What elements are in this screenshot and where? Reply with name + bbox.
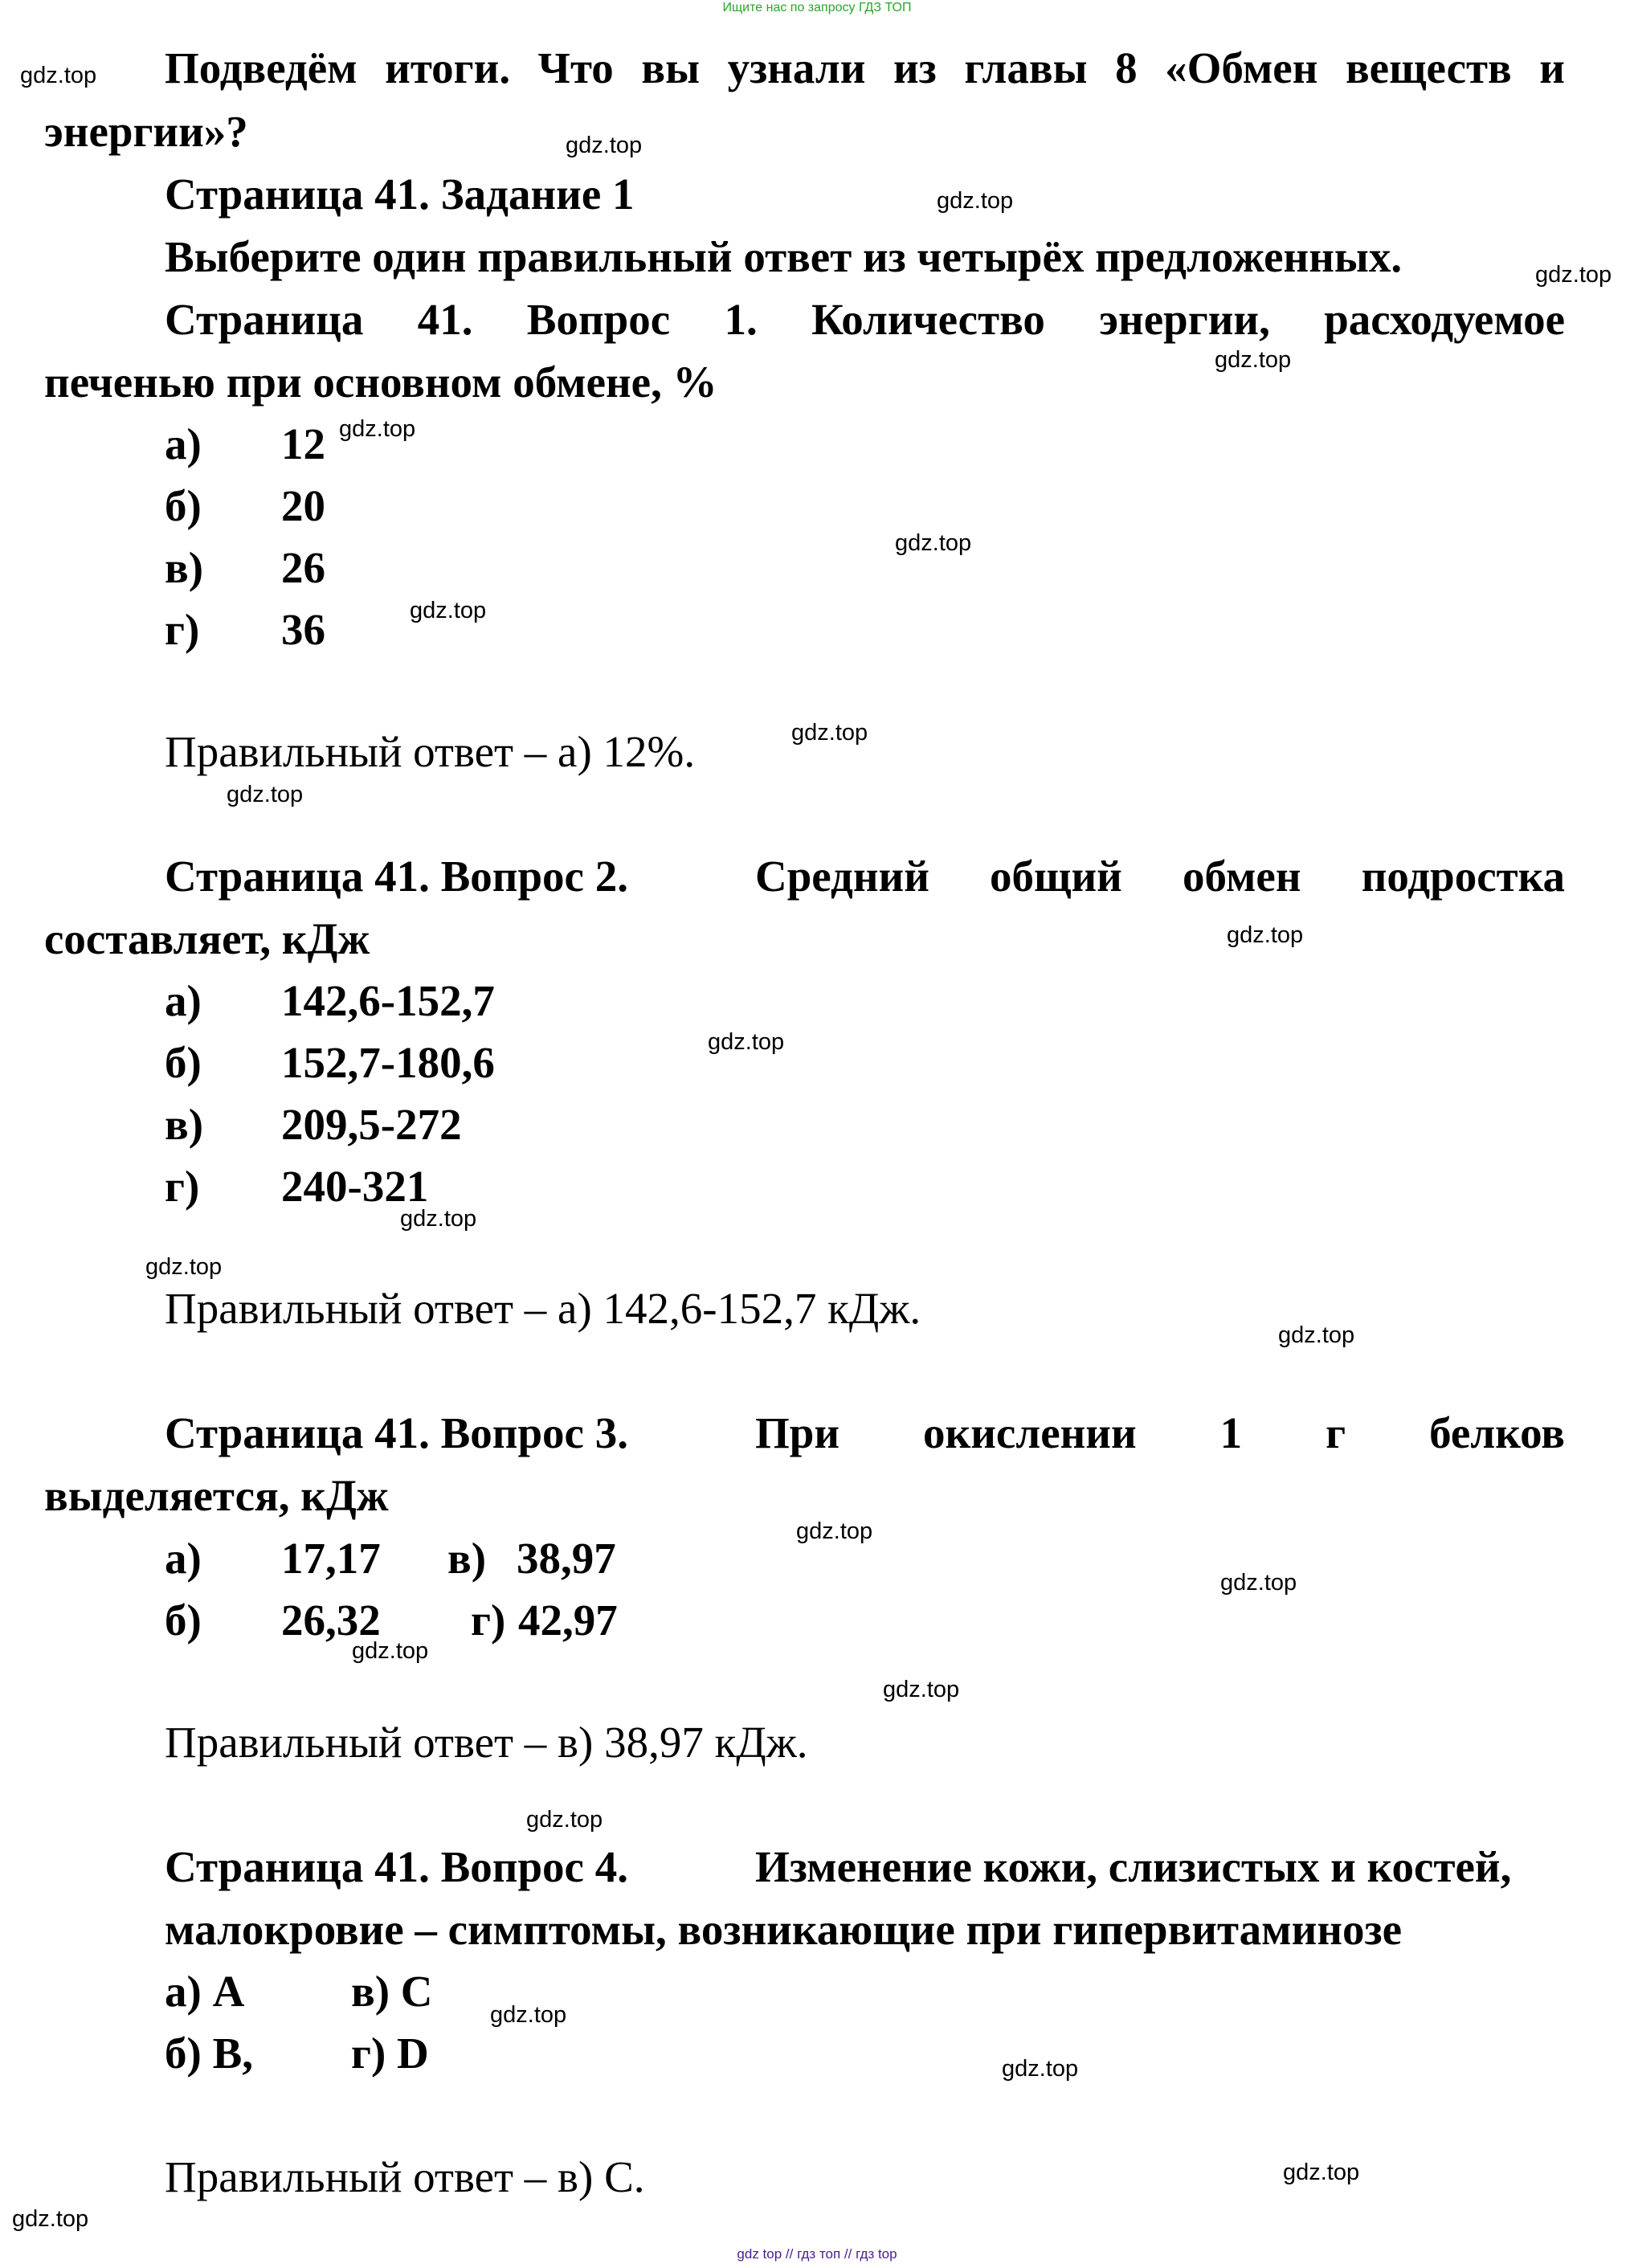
header-search-note: Ищите нас по запросу ГДЗ ТОП — [722, 1, 912, 14]
q4-text-line-2: малокровие – симптомы, возникающие при гипервитаминозе — [165, 1905, 1403, 1954]
watermark: gdz.top — [227, 782, 304, 807]
q4-text-line-1: Изменение кожи, слизистых и костей, — [755, 1842, 1512, 1891]
watermark: gdz.top — [566, 133, 643, 158]
q1-option-value: 20 — [281, 481, 325, 530]
q2-option-letter: в) — [165, 1100, 204, 1149]
watermark: gdz.top — [145, 1254, 223, 1280]
q2-text-line-2: составляет, кДж — [44, 914, 370, 963]
watermark: gdz.top — [400, 1206, 477, 1232]
q1-option-value: 12 — [281, 419, 325, 468]
q3-option-letter: г) — [471, 1596, 506, 1645]
watermark: gdz.top — [883, 1677, 960, 1702]
watermark: gdz.top — [937, 188, 1014, 214]
q2-option-value: 209,5-272 — [281, 1100, 462, 1149]
q3-text-line-2: выделяется, кДж — [44, 1471, 389, 1520]
watermark: gdz.top — [526, 1807, 603, 1833]
watermark: gdz.top — [339, 416, 416, 442]
watermark: gdz.top — [791, 720, 868, 746]
q4-correct-answer: Правильный ответ – в) С. — [165, 2152, 645, 2201]
watermark: gdz.top — [796, 1518, 873, 1544]
task-title: Страница 41. Задание 1 — [165, 170, 635, 219]
q4-option: в) С — [351, 1967, 433, 2016]
q1-text-line-1: Страница 41. Вопрос 1. Количество энергии, расходуемое — [165, 295, 1565, 344]
q2-option-value: 240-321 — [281, 1162, 429, 1211]
q3-option-value: 26,32 — [281, 1596, 381, 1645]
q2-option-value: 142,6-152,7 — [281, 976, 495, 1025]
q3-option-letter: а) — [165, 1534, 202, 1583]
q4-heading: Страница 41. Вопрос 4. — [165, 1842, 628, 1891]
watermark: gdz.top — [1283, 2160, 1360, 2185]
q2-option-letter: б) — [165, 1038, 202, 1087]
q1-option-letter: б) — [165, 481, 202, 530]
watermark: gdz.top — [1215, 347, 1292, 373]
watermark: gdz.top — [490, 2002, 567, 2028]
q3-option-letter: в) — [447, 1534, 487, 1583]
q4-option: г) D — [351, 2029, 429, 2078]
q2-heading: Страница 41. Вопрос 2. — [165, 852, 628, 901]
q1-correct-answer: Правильный ответ – а) 12%. — [165, 727, 696, 776]
q4-option: а) А — [165, 1967, 245, 2016]
q1-option-letter: г) — [165, 605, 200, 654]
q3-correct-answer: Правильный ответ – в) 38,97 кДж. — [165, 1718, 808, 1767]
watermark: gdz.top — [352, 1638, 429, 1664]
q4-option: б) В, — [165, 2029, 253, 2078]
q3-option-value: 42,97 — [518, 1596, 618, 1645]
q1-option-value: 26 — [281, 543, 325, 592]
q3-text-line-1: При окислении 1 г белков — [755, 1408, 1565, 1457]
watermark: gdz.top — [20, 63, 97, 88]
q1-text-line-2: печенью при основном обмене, % — [44, 358, 717, 407]
watermark: gdz.top — [1220, 1570, 1297, 1596]
summary-line-1: Подведём итоги. Что вы узнали из главы 8 «Обмен веществ и — [165, 43, 1565, 92]
q2-option-value: 152,7-180,6 — [281, 1038, 495, 1087]
footer-note: gdz top // гдз топ // гдз top — [737, 2246, 897, 2262]
q2-correct-answer: Правильный ответ – а) 142,6-152,7 кДж. — [165, 1284, 921, 1333]
watermark: gdz.top — [410, 598, 487, 623]
summary-line-2: энергии»? — [44, 107, 248, 156]
watermark: gdz.top — [895, 530, 972, 556]
watermark: gdz.top — [1535, 262, 1612, 288]
q2-text-line-1: Средний общий обмен подростка — [755, 852, 1565, 901]
q2-option-letter: а) — [165, 976, 202, 1025]
q3-option-letter: б) — [165, 1596, 202, 1645]
watermark: gdz.top — [1002, 2056, 1079, 2082]
q3-option-value: 17,17 — [281, 1534, 381, 1583]
task-instruction: Выберите один правильный ответ из четырёх предложенных. — [165, 232, 1403, 281]
q2-option-letter: г) — [165, 1162, 200, 1211]
watermark: gdz.top — [1227, 922, 1304, 948]
watermark: gdz.top — [708, 1029, 785, 1055]
q1-option-letter: в) — [165, 543, 204, 592]
q3-option-value: 38,97 — [517, 1534, 616, 1583]
watermark: gdz.top — [1278, 1322, 1355, 1348]
q3-heading: Страница 41. Вопрос 3. — [165, 1408, 628, 1457]
q1-option-letter: а) — [165, 419, 202, 468]
q1-option-value: 36 — [281, 605, 325, 654]
watermark: gdz.top — [12, 2206, 89, 2232]
